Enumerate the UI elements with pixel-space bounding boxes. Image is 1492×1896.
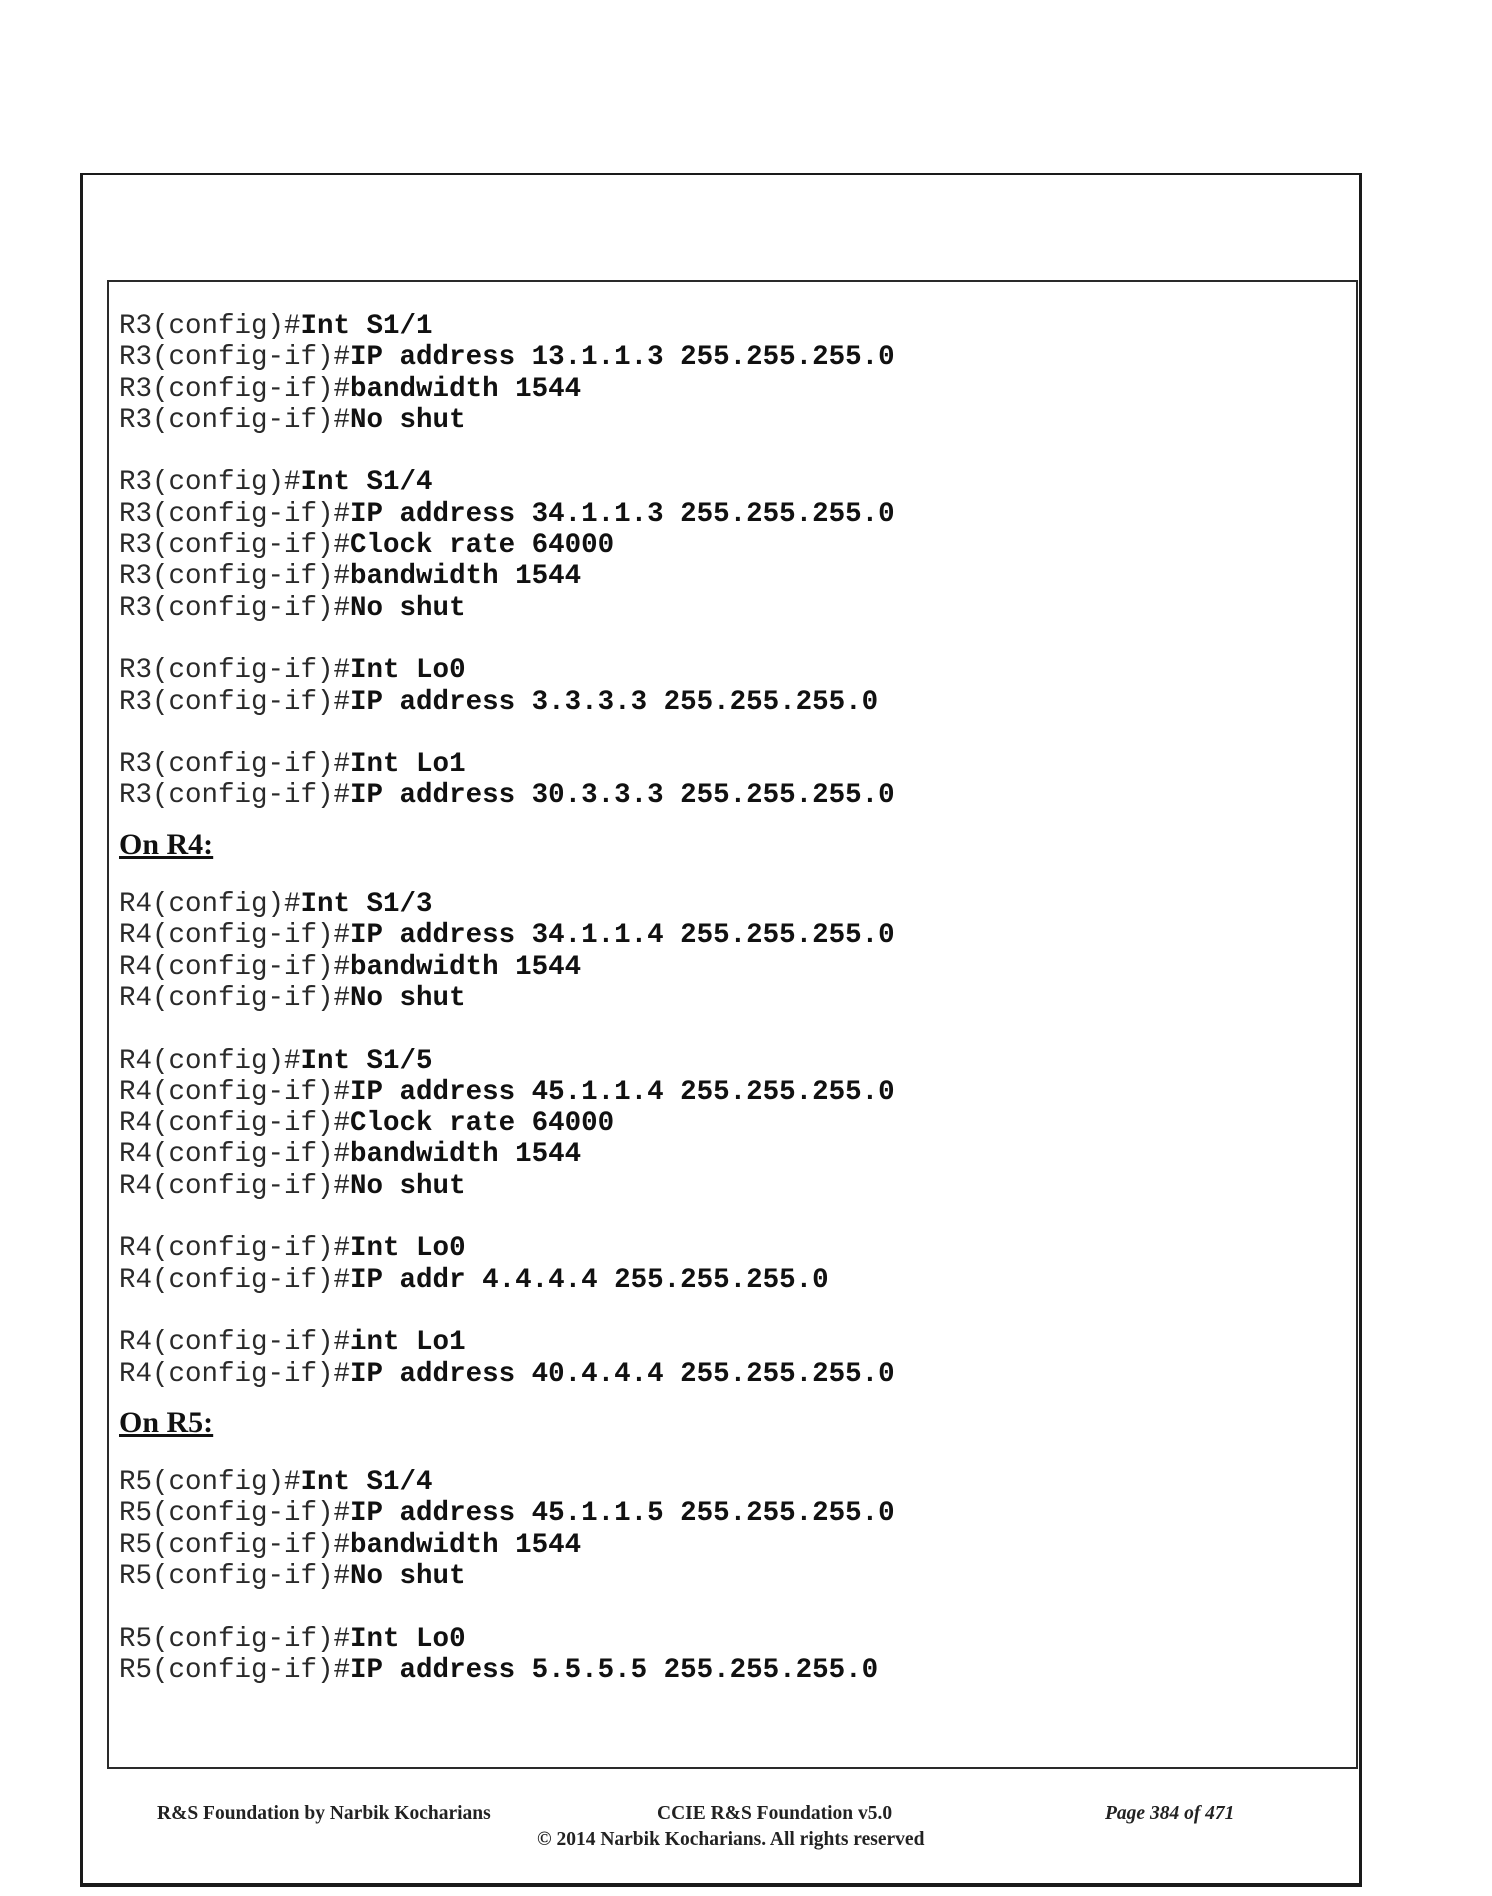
cli-command: IP address 5.5.5.5 255.255.255.0 bbox=[350, 1654, 879, 1686]
cli-command: bandwidth 1544 bbox=[350, 1529, 582, 1561]
footer-copyright: © 2014 Narbik Kocharians. All rights reserved bbox=[537, 1829, 925, 1850]
cli-command: IP address 30.3.3.3 255.255.255.0 bbox=[350, 780, 895, 812]
cli-prompt: R5(config-if)# bbox=[119, 1560, 351, 1592]
cli-command: IP address 3.3.3.3 255.255.255.0 bbox=[350, 686, 879, 718]
config-line bbox=[119, 1108, 1356, 1139]
cli-prompt: R4(config-if)# bbox=[119, 1233, 351, 1265]
config-line bbox=[119, 1467, 1356, 1498]
cli-prompt: R4(config-if)# bbox=[119, 1170, 351, 1202]
config-line bbox=[119, 374, 1356, 405]
cli-command: bandwidth 1544 bbox=[350, 561, 582, 593]
cli-command: Int S1/5 bbox=[300, 1045, 433, 1077]
block-spacer bbox=[119, 1014, 1356, 1045]
cli-command: bandwidth 1544 bbox=[350, 373, 582, 405]
cli-command: IP address 34.1.1.4 255.255.255.0 bbox=[350, 920, 895, 952]
cli-prompt: R3(config)# bbox=[119, 311, 301, 342]
cli-prompt: R4(config-if)# bbox=[119, 1139, 351, 1171]
cli-prompt: R4(config-if)# bbox=[119, 920, 351, 952]
cli-prompt: R5(config-if)# bbox=[119, 1623, 351, 1655]
config-line bbox=[119, 561, 1356, 592]
cli-prompt: R4(config-if)# bbox=[119, 1108, 351, 1140]
cli-prompt: R4(config-if)# bbox=[119, 951, 351, 983]
config-line bbox=[119, 687, 1356, 718]
config-block bbox=[119, 749, 1356, 812]
config-block bbox=[119, 467, 1356, 623]
cli-command: Int Lo1 bbox=[350, 749, 466, 781]
config-block bbox=[119, 1467, 1356, 1592]
cli-prompt: R3(config-if)# bbox=[119, 592, 351, 624]
cli-command: No shut bbox=[350, 982, 466, 1014]
footer-author: R&S Foundation by Narbik Kocharians bbox=[157, 1803, 491, 1824]
block-spacer bbox=[119, 1592, 1356, 1623]
cli-command: IP address 45.1.1.5 255.255.255.0 bbox=[350, 1498, 895, 1530]
footer-course-title: CCIE R&S Foundation v5.0 bbox=[657, 1803, 893, 1824]
cli-command: Int S1/1 bbox=[300, 311, 433, 342]
cli-prompt: R5(config)# bbox=[119, 1467, 301, 1499]
config-line bbox=[119, 1655, 1356, 1686]
config-line bbox=[119, 1233, 1356, 1264]
config-line bbox=[119, 749, 1356, 780]
cli-command: IP address 40.4.4.4 255.255.255.0 bbox=[350, 1358, 895, 1390]
config-line bbox=[119, 1359, 1356, 1390]
config-line bbox=[119, 1561, 1356, 1592]
cli-prompt: R4(config)# bbox=[119, 1045, 301, 1077]
cli-prompt: R3(config-if)# bbox=[119, 780, 351, 812]
cli-prompt: R5(config-if)# bbox=[119, 1654, 351, 1686]
cli-command: Int Lo0 bbox=[350, 1233, 466, 1265]
cli-prompt: R4(config-if)# bbox=[119, 1076, 351, 1108]
config-line bbox=[119, 1046, 1356, 1077]
section-heading: On R5: bbox=[119, 1405, 214, 1439]
section-heading: On R4: bbox=[119, 827, 214, 861]
cli-prompt: R3(config-if)# bbox=[119, 373, 351, 405]
cli-prompt: R3(config-if)# bbox=[119, 561, 351, 593]
config-line bbox=[119, 467, 1356, 498]
config-block bbox=[119, 311, 1356, 436]
cli-command: IP addr 4.4.4.4 255.255.255.0 bbox=[350, 1264, 829, 1296]
cli-command: IP address 13.1.1.3 255.255.255.0 bbox=[350, 342, 895, 374]
block-spacer bbox=[119, 436, 1356, 467]
cli-prompt: R3(config-if)# bbox=[119, 404, 351, 436]
config-line bbox=[119, 342, 1356, 373]
config-line bbox=[119, 1139, 1356, 1170]
cli-command: IP address 34.1.1.3 255.255.255.0 bbox=[350, 498, 895, 530]
cli-prompt: R4(config-if)# bbox=[119, 1358, 351, 1390]
config-block bbox=[119, 889, 1356, 1014]
config-line bbox=[119, 1077, 1356, 1108]
config-block bbox=[119, 1046, 1356, 1202]
cli-prompt: R4(config-if)# bbox=[119, 982, 351, 1014]
cli-prompt: R5(config-if)# bbox=[119, 1529, 351, 1561]
cli-prompt: R4(config-if)# bbox=[119, 1264, 351, 1296]
cli-command: No shut bbox=[350, 592, 466, 624]
cli-command: Int Lo0 bbox=[350, 655, 466, 687]
cli-prompt: R4(config-if)# bbox=[119, 1327, 351, 1359]
cli-prompt: R3(config)# bbox=[119, 467, 301, 499]
cli-command: Int Lo0 bbox=[350, 1623, 466, 1655]
config-line bbox=[119, 1265, 1356, 1296]
config-block bbox=[119, 1327, 1356, 1390]
config-line bbox=[119, 1171, 1356, 1202]
config-line bbox=[119, 1498, 1356, 1529]
cli-command: IP address 45.1.1.4 255.255.255.0 bbox=[350, 1076, 895, 1108]
cli-command: No shut bbox=[350, 1170, 466, 1202]
cli-prompt: R3(config-if)# bbox=[119, 498, 351, 530]
block-spacer bbox=[119, 1296, 1356, 1327]
config-line bbox=[119, 1327, 1356, 1358]
config-line bbox=[119, 983, 1356, 1014]
block-spacer bbox=[119, 624, 1356, 655]
cli-command: bandwidth 1544 bbox=[350, 951, 582, 983]
cli-prompt: R3(config-if)# bbox=[119, 655, 351, 687]
cli-prompt: R3(config-if)# bbox=[119, 749, 351, 781]
cli-command: int Lo1 bbox=[350, 1327, 466, 1359]
cli-command: Int S1/3 bbox=[300, 889, 433, 921]
config-line bbox=[119, 1530, 1356, 1561]
config-block bbox=[119, 655, 1356, 718]
cli-prompt: R3(config-if)# bbox=[119, 530, 351, 562]
block-spacer bbox=[119, 718, 1356, 749]
cli-command: Int S1/4 bbox=[300, 467, 433, 499]
cli-command: Clock rate 64000 bbox=[350, 1108, 615, 1140]
config-line bbox=[119, 952, 1356, 983]
config-line bbox=[119, 920, 1356, 951]
config-line bbox=[119, 1624, 1356, 1655]
config-line bbox=[119, 499, 1356, 530]
config-line bbox=[119, 530, 1356, 561]
config-block bbox=[119, 1624, 1356, 1687]
footer-page-number: Page 384 of 471 bbox=[1105, 1803, 1235, 1824]
config-line bbox=[119, 889, 1356, 920]
config-line bbox=[119, 405, 1356, 436]
cli-prompt: R5(config-if)# bbox=[119, 1498, 351, 1530]
block-spacer bbox=[119, 1202, 1356, 1233]
cli-command: No shut bbox=[350, 404, 466, 436]
config-line bbox=[119, 780, 1356, 811]
config-line bbox=[119, 655, 1356, 686]
config-line bbox=[119, 593, 1356, 624]
cli-prompt: R3(config-if)# bbox=[119, 686, 351, 718]
cli-command: No shut bbox=[350, 1560, 466, 1592]
cli-prompt: R3(config-if)# bbox=[119, 342, 351, 374]
cli-command: Clock rate 64000 bbox=[350, 530, 615, 562]
config-listing bbox=[107, 280, 1358, 1769]
cli-prompt: R4(config)# bbox=[119, 889, 301, 921]
config-block bbox=[119, 1233, 1356, 1296]
cli-command: Int S1/4 bbox=[300, 1467, 433, 1499]
page-footer bbox=[80, 1795, 1362, 1855]
config-line bbox=[119, 311, 1356, 342]
cli-command: bandwidth 1544 bbox=[350, 1139, 582, 1171]
